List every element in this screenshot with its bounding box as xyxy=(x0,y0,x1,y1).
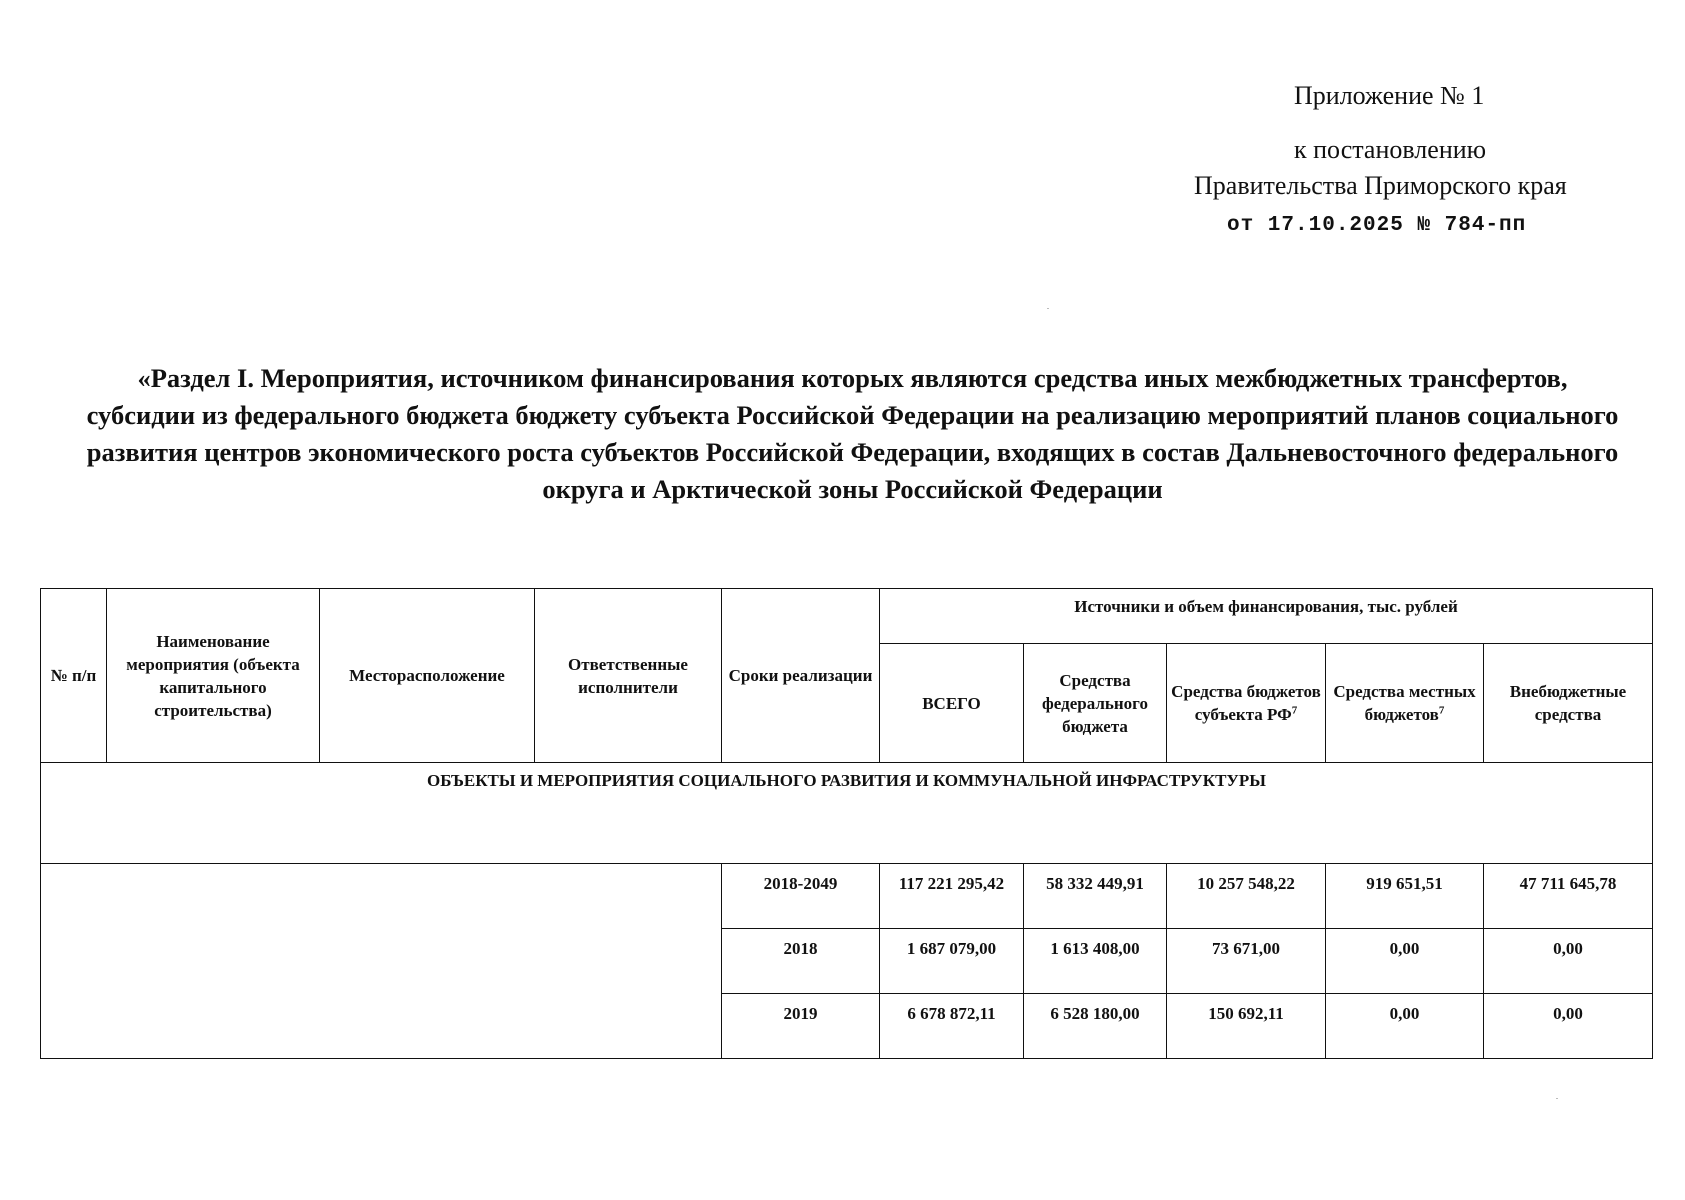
header-local-footnote: 7 xyxy=(1438,704,1445,717)
section-heading-row xyxy=(41,763,1653,864)
header-regional-footnote: 7 xyxy=(1291,704,1298,717)
header-total: ВСЕГО xyxy=(880,644,1024,763)
cell-local: 919 651,51 xyxy=(1326,864,1484,929)
header-federal: Средства федерального бюджета xyxy=(1024,644,1167,763)
table-row xyxy=(41,864,1653,929)
header-name: Наименование мероприятия (объекта капитального строительства) xyxy=(107,589,320,763)
cell-total: 6 678 872,11 xyxy=(880,994,1024,1059)
cell-total: 117 221 295,42 xyxy=(880,864,1024,929)
cell-extrabudget: 0,00 xyxy=(1484,994,1653,1059)
scan-speck xyxy=(1556,1098,1558,1099)
header-terms: Сроки реализации xyxy=(722,589,880,763)
merged-empty-cell xyxy=(41,864,722,1059)
cell-federal: 1 613 408,00 xyxy=(1024,929,1167,994)
attachment-number: Приложение № 1 xyxy=(1294,81,1485,110)
header-local-text: Средства местных бюджетов xyxy=(1333,682,1476,724)
attachment-government: Правительства Приморского края xyxy=(1194,171,1567,200)
cell-regional: 150 692,11 xyxy=(1167,994,1326,1059)
header-local xyxy=(1326,644,1484,763)
cell-period: 2019 xyxy=(722,994,880,1059)
cell-extrabudget: 47 711 645,78 xyxy=(1484,864,1653,929)
scan-speck xyxy=(1047,308,1049,309)
cell-local: 0,00 xyxy=(1326,929,1484,994)
attachment-header xyxy=(1180,78,1620,244)
section-title: «Раздел I. Мероприятия, источником финансирования которых являются средства иных межбюджетных трансфертов, субсидии из федерального бюджета бюджету субъекта Российской Федерации на реализацию мероприятий планов социального развития центров экономического роста субъектов Российской Федерации, входящих в состав Дальневосточного федерального округа и Арктической зоны Российской Федерации xyxy=(86,363,1619,504)
financing-table xyxy=(40,588,1653,1059)
header-row-top xyxy=(41,589,1653,644)
header-sources-group: Источники и объем финансирования, тыс. рублей xyxy=(880,589,1653,644)
section-heading: ОБЪЕКТЫ И МЕРОПРИЯТИЯ СОЦИАЛЬНОГО РАЗВИТИЯ И КОММУНАЛЬНОЙ ИНФРАСТРУКТУРЫ xyxy=(41,763,1653,864)
cell-period: 2018 xyxy=(722,929,880,994)
attachment-date-number: от 17.10.2025 № 784-пп xyxy=(1227,214,1527,237)
header-regional xyxy=(1167,644,1326,763)
attachment-to-resolution: к постановлению xyxy=(1294,135,1487,164)
header-num: № п/п xyxy=(41,589,107,763)
cell-regional: 73 671,00 xyxy=(1167,929,1326,994)
cell-total: 1 687 079,00 xyxy=(880,929,1024,994)
cell-regional: 10 257 548,22 xyxy=(1167,864,1326,929)
cell-federal: 58 332 449,91 xyxy=(1024,864,1167,929)
cell-federal: 6 528 180,00 xyxy=(1024,994,1167,1059)
cell-extrabudget: 0,00 xyxy=(1484,929,1653,994)
cell-period: 2018-2049 xyxy=(722,864,880,929)
header-regional-text: Средства бюджетов субъекта РФ xyxy=(1171,682,1321,724)
header-location: Месторасположение xyxy=(320,589,535,763)
header-extrabudget: Внебюджетные средства xyxy=(1484,644,1653,763)
cell-local: 0,00 xyxy=(1326,994,1484,1059)
header-executors: Ответственные исполнители xyxy=(535,589,722,763)
